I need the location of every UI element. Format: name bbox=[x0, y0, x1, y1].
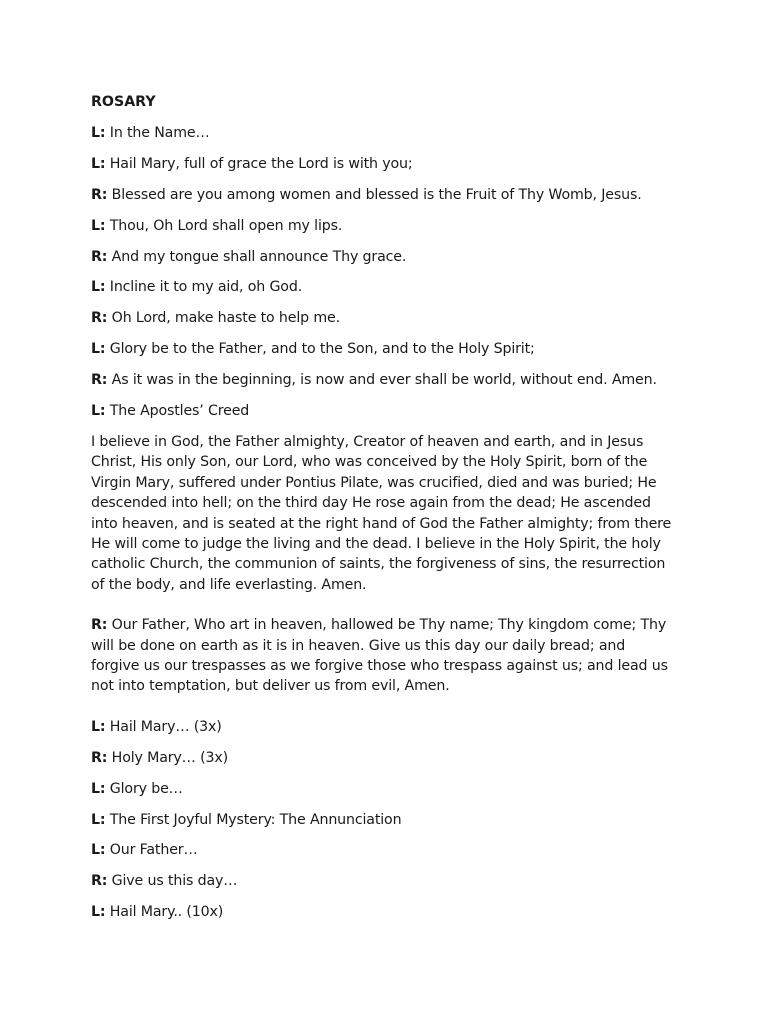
prayer-text: Incline it to my aid, oh God. bbox=[105, 279, 303, 296]
prayer-line bbox=[91, 779, 691, 799]
document-title: ROSARY bbox=[91, 94, 156, 110]
prayer-line bbox=[91, 902, 691, 922]
document-page bbox=[91, 92, 691, 933]
speaker-label: L: bbox=[91, 279, 106, 296]
speaker-label: R: bbox=[91, 310, 108, 327]
speaker-label: R: bbox=[91, 617, 108, 634]
prayer-text: Oh Lord, make haste to help me. bbox=[107, 310, 340, 327]
prayer-text: And my tongue shall announce Thy grace. bbox=[107, 248, 407, 265]
speaker-label: L: bbox=[91, 124, 106, 141]
prayer-line bbox=[91, 123, 691, 143]
prayer-text: Thou, Oh Lord shall open my lips. bbox=[105, 217, 343, 234]
prayer-text: Glory be… bbox=[105, 780, 183, 797]
prayer-text: Glory be to the Father, and to the Son, and to the Holy Spirit; bbox=[105, 341, 535, 358]
prayer-text: As it was in the beginning, is now and ever shall be world, without end. Amen. bbox=[107, 372, 657, 389]
prayer-text: Our Father… bbox=[105, 842, 198, 859]
prayer-line bbox=[91, 840, 691, 860]
prayer-text: Hail Mary… (3x) bbox=[105, 718, 222, 735]
prayer-text: Our Father, Who art in heaven, hallowed be Thy name; Thy kingdom come; Thy will be done on earth as it is in heaven. Give us this day our daily bread; and forgive us our trespasses as we forgive those who trespass against us; and lead us not into temptation, but deliver us from evil, Amen. bbox=[91, 617, 668, 695]
prayer-line bbox=[91, 154, 691, 174]
prayer-text: Hail Mary.. (10x) bbox=[105, 904, 224, 921]
speaker-label: L: bbox=[91, 811, 106, 828]
prayer-line bbox=[91, 717, 691, 737]
speaker-label: R: bbox=[91, 873, 108, 890]
speaker-label: R: bbox=[91, 749, 108, 766]
prayer-text: Give us this day… bbox=[107, 873, 238, 890]
prayer-line bbox=[91, 871, 691, 891]
our-father-paragraph bbox=[91, 615, 676, 697]
speaker-label: L: bbox=[91, 780, 106, 797]
speaker-label: L: bbox=[91, 904, 106, 921]
speaker-label: L: bbox=[91, 403, 106, 420]
prayer-text: The First Joyful Mystery: The Annunciation bbox=[105, 811, 402, 828]
prayer-line bbox=[91, 370, 691, 390]
prayer-text: In the Name… bbox=[105, 124, 210, 141]
prayer-line bbox=[91, 339, 691, 359]
prayer-line bbox=[91, 277, 691, 297]
speaker-label: L: bbox=[91, 842, 106, 859]
prayer-text: Blessed are you among women and blessed is the Fruit of Thy Womb, Jesus. bbox=[107, 186, 642, 203]
prayer-line bbox=[91, 216, 691, 236]
speaker-label: R: bbox=[91, 186, 108, 203]
speaker-label: L: bbox=[91, 217, 106, 234]
prayer-text: The Apostles’ Creed bbox=[105, 403, 250, 420]
apostles-creed-paragraph: I believe in God, the Father almighty, Creator of heaven and earth, and in Jesus Christ, His only Son, our Lord, who was conceived by the Holy Spirit, born of the Virgin Mary, suffered under Pontius Pilate, was crucified, died and was buried; He descended into hell; on the third day He rose again from the dead; He ascended into heaven, and is seated at the right hand of God the Father almighty; from there He will come to judge the living and the dead. I believe in the Holy Spirit, the holy catholic Church, the communion of saints, the forgiveness of sins, the resurrection of the body, and life everlasting. Amen. bbox=[91, 433, 672, 593]
prayer-text: Hail Mary, full of grace the Lord is with you; bbox=[105, 155, 413, 172]
prayer-line bbox=[91, 247, 691, 267]
prayer-text: Holy Mary… (3x) bbox=[107, 749, 228, 766]
prayer-line bbox=[91, 401, 691, 421]
prayer-line bbox=[91, 308, 691, 328]
prayer-line bbox=[91, 185, 691, 205]
speaker-label: L: bbox=[91, 718, 106, 735]
prayer-line bbox=[91, 748, 691, 768]
speaker-label: R: bbox=[91, 248, 108, 265]
speaker-label: L: bbox=[91, 341, 106, 358]
speaker-label: R: bbox=[91, 372, 108, 389]
speaker-label: L: bbox=[91, 155, 106, 172]
prayer-line bbox=[91, 810, 691, 830]
